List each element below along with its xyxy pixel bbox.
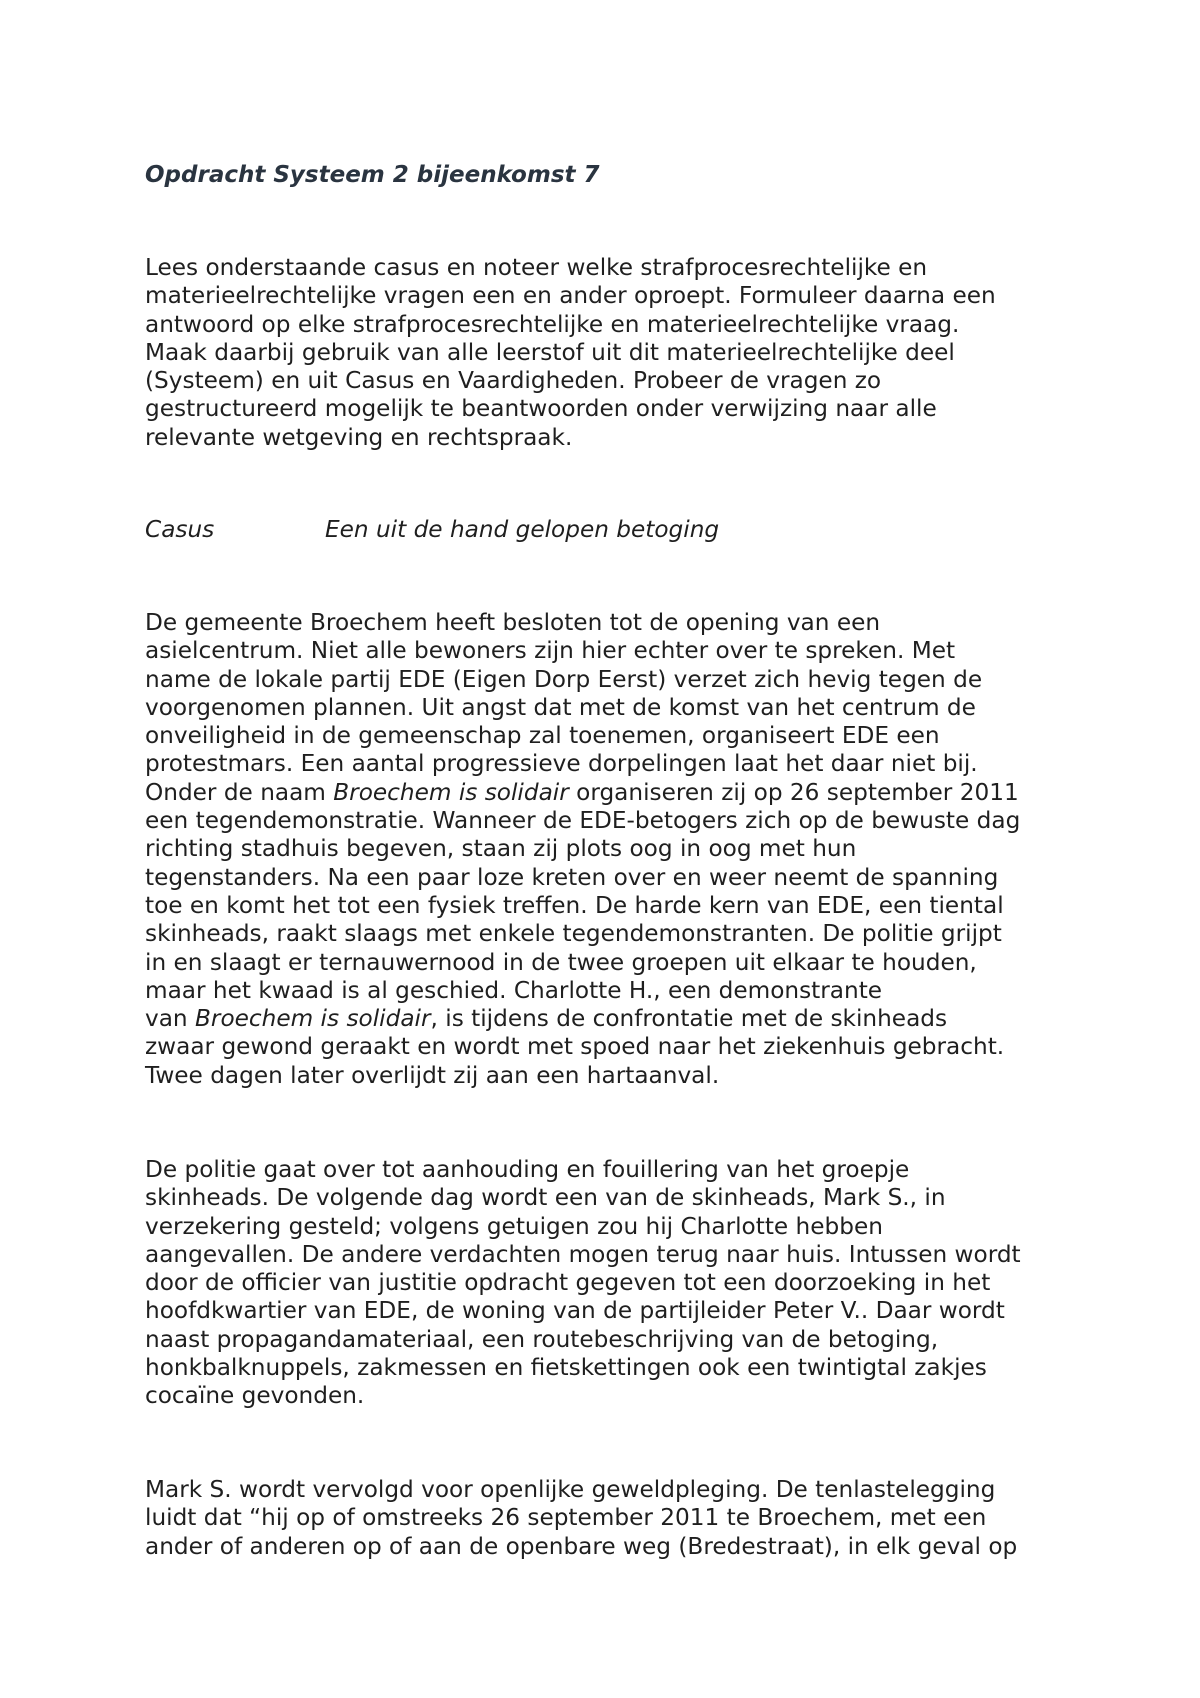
text-segment: Onder de naam <box>145 778 334 806</box>
paragraph-line: skinheads. De volgende dag wordt een van de skinheads, Mark S., in <box>145 1184 946 1212</box>
intro-paragraph <box>145 254 996 452</box>
intro-line: materieelrechtelijke vragen een en ander oproept. Formuleer daarna een <box>145 282 996 310</box>
paragraph-line: richting stadhuis begeven, staan zij plots oog in oog met hun <box>145 835 857 863</box>
paragraph-line: Mark S. wordt vervolgd voor openlijke geweldpleging. De tenlastelegging <box>145 1476 996 1503</box>
paragraph-line: Twee dagen later overlijdt zij aan een hartaanval. <box>145 1061 720 1089</box>
paragraph-line: naast propagandamateriaal, een routebeschrijving van de betoging, <box>145 1325 939 1353</box>
paragraph-line: name de lokale partij EDE (Eigen Dorp Eerst) verzet zich hevig tegen de <box>145 665 983 693</box>
paragraph-line: een tegendemonstratie. Wanneer de EDE-betogers zich op de bewuste dag <box>145 807 1021 835</box>
paragraph-line: toe en komt het tot een fysiek treffen. De harde kern van EDE, een tiental <box>145 891 1004 919</box>
organisation-name: Broechem is solidair <box>333 778 569 806</box>
intro-line: antwoord op elke strafprocesrechtelijke en materieelrechtelijke vraag. <box>145 310 960 338</box>
paragraph-line: De politie gaat over tot aanhouding en fouillering van het groepje <box>145 1156 910 1183</box>
paragraph-line: cocaïne gevonden. <box>145 1382 365 1410</box>
paragraph-line: in en slaagt er ternauwernood in de twee groepen uit elkaar te houden, <box>145 948 977 976</box>
paragraph-line: protestmars. Een aantal progressieve dorpelingen laat het daar niet bij. <box>145 750 978 778</box>
page-title: Opdracht Systeem 2 bijeenkomst 7 <box>145 162 600 188</box>
text-segment: van <box>145 1005 195 1033</box>
paragraph-line: tegenstanders. Na een paar loze kreten over en weer neemt de spanning <box>145 863 999 891</box>
paragraph-line: honkbalknuppels, zakmessen en fietskettingen ook een twintigtal zakjes <box>145 1354 987 1382</box>
paragraph-line: door de officier van justitie opdracht gegeven tot een doorzoeking in het <box>145 1269 991 1297</box>
text-segment: organiseren zij op 26 september 2011 <box>568 778 1019 806</box>
intro-line: gestructureerd mogelijk te beantwoorden onder verwijzing naar alle <box>145 395 937 423</box>
casus-paragraph-3 <box>145 1476 1017 1561</box>
paragraph-line <box>145 779 1020 807</box>
paragraph-line: luidt dat “hij op of omstreeks 26 september 2011 te Broechem, met een <box>145 1504 987 1532</box>
paragraph-line: verzekering gesteld; volgens getuigen zou hij Charlotte hebben <box>145 1212 883 1240</box>
paragraph-line <box>145 1005 1020 1033</box>
paragraph-line: zwaar gewond geraakt en wordt met spoed naar het ziekenhuis gebracht. <box>145 1033 1005 1061</box>
paragraph-line: maar het kwaad is al geschied. Charlotte H., een demonstrante <box>145 976 883 1004</box>
paragraph-line: ander of anderen op of aan de openbare weg (Bredestraat), in elk geval op <box>145 1532 1018 1560</box>
paragraph-line: onveiligheid in de gemeenschap zal toenemen, organiseert EDE een <box>145 722 940 750</box>
casus-paragraph-1 <box>145 609 1020 1090</box>
paragraph-line: aangevallen. De andere verdachten mogen terug naar huis. Intussen wordt <box>145 1240 1021 1268</box>
organisation-name: Broechem is solidair <box>195 1005 431 1033</box>
casus-label: Casus <box>145 516 215 543</box>
intro-line: relevante wetgeving en rechtspraak. <box>145 423 573 451</box>
casus-paragraph-2 <box>145 1156 1021 1411</box>
casus-title: Een uit de hand gelopen betoging <box>325 516 720 543</box>
paragraph-line: skinheads, raakt slaags met enkele tegendemonstranten. De politie grijpt <box>145 920 1002 948</box>
casus-heading <box>145 516 719 543</box>
intro-line: (Systeem) en uit Casus en Vaardigheden. Probeer de vragen zo <box>145 367 882 395</box>
paragraph-line: asielcentrum. Niet alle bewoners zijn hier echter over te spreken. Met <box>145 637 956 665</box>
intro-line: Maak daarbij gebruik van alle leerstof uit dit materieelrechtelijke deel <box>145 338 955 366</box>
paragraph-line: hoofdkwartier van EDE, de woning van de partijleider Peter V.. Daar wordt <box>145 1297 1005 1325</box>
paragraph-line: De gemeente Broechem heeft besloten tot de opening van een <box>145 609 881 636</box>
paragraph-line: voorgenomen plannen. Uit angst dat met de komst van het centrum de <box>145 693 976 721</box>
intro-line: Lees onderstaande casus en noteer welke strafprocesrechtelijke en <box>145 254 928 281</box>
text-segment: , is tijdens de confrontatie met de skinheads <box>430 1005 948 1033</box>
